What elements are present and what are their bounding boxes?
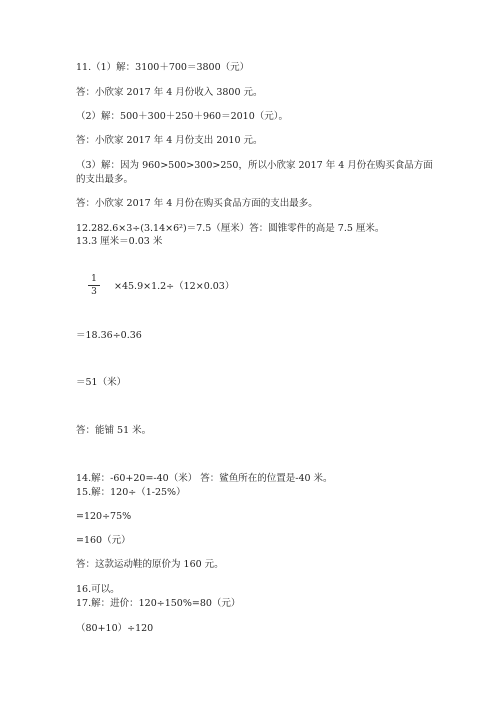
line-12: 12.282.6×3÷(3.14×6²)＝7.5（厘米）答：圆锥零件的高是 7.5 厘米。 <box>76 223 385 234</box>
line-11-3-cont: 的支出最多。 <box>76 174 134 185</box>
fraction-one-third <box>88 274 100 297</box>
line-15-step1: =120÷75% <box>76 511 132 522</box>
line-11-1: 11.（1）解：3100＋700＝3800（元） <box>76 62 250 73</box>
line-17-step1: （80+10）÷120 <box>76 623 154 634</box>
fraction-denominator: 3 <box>91 287 97 297</box>
line-15-step2: =160（元） <box>76 535 131 546</box>
line-13-step1: ＝18.36÷0.36 <box>76 330 142 341</box>
line-11-2: （2）解：500＋300＋250＋960＝2010（元）。 <box>76 111 289 122</box>
line-13-step2: ＝51（米） <box>76 377 127 388</box>
line-11-3: （3）解：因为 960>500>300>250，所以小欣家 2017 年 4 月份在购买食品方面 <box>76 160 433 171</box>
line-15: 15.解：120÷（1-25%） <box>76 487 186 498</box>
line-14: 14.解：-60+20=-40（米） 答：鲨鱼所在的位置是-40 米。 <box>76 473 333 484</box>
line-17: 17.解：进价：120÷150%=80（元） <box>76 598 241 609</box>
line-11-2-answer: 答：小欣家 2017 年 4 月份支出 2010 元。 <box>76 135 263 146</box>
line-11-3-answer: 答：小欣家 2017 年 4 月份在购买食品方面的支出最多。 <box>76 198 318 209</box>
fraction-numerator: 1 <box>91 274 97 284</box>
line-16: 16.可以。 <box>76 584 120 595</box>
line-13-expression: ×45.9×1.2÷（12×0.03） <box>114 281 235 292</box>
line-13-answer: 答：能铺 51 米。 <box>76 425 152 436</box>
line-13: 13.3 厘米＝0.03 米 <box>76 236 163 247</box>
line-15-answer: 答：这款运动鞋的原价为 160 元。 <box>76 559 224 570</box>
fraction-bar <box>88 285 100 286</box>
line-11-1-answer: 答：小欣家 2017 年 4 月份收入 3800 元。 <box>76 87 263 98</box>
